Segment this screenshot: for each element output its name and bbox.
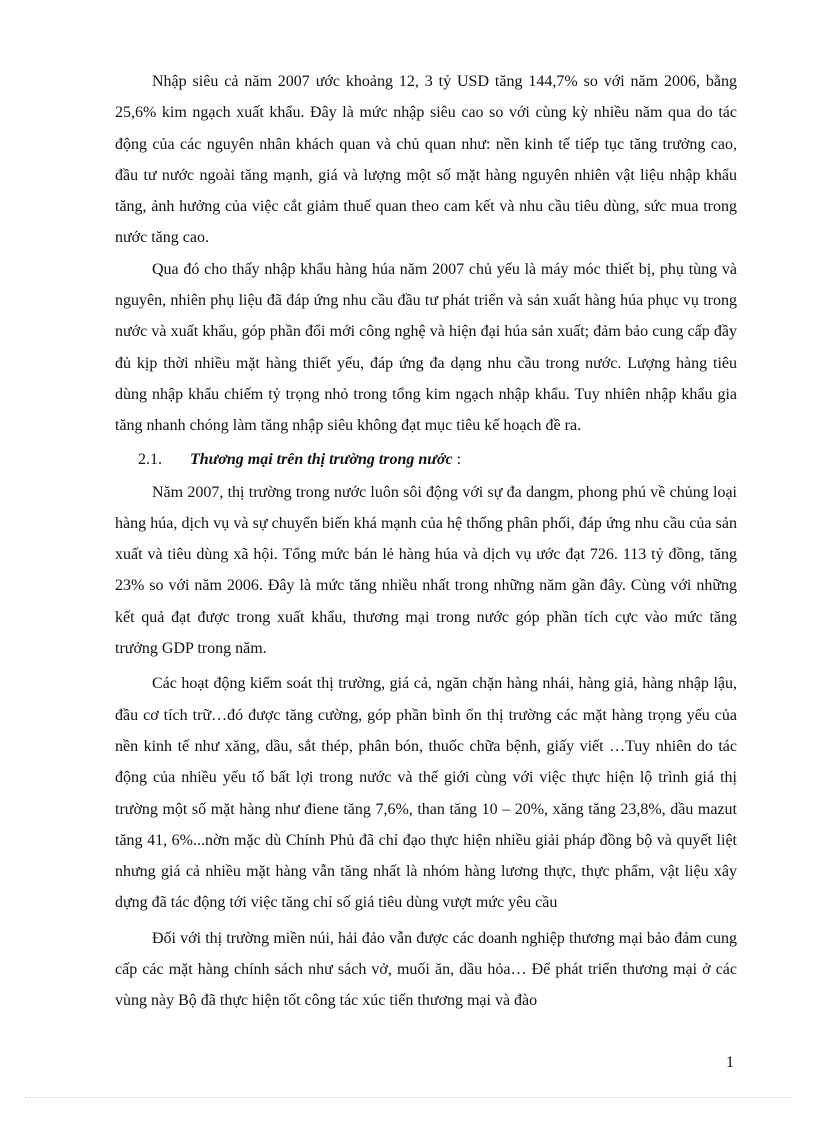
section-title-text: Thương mại trên thị trường trong nước xyxy=(190,450,453,468)
paragraph-market-control: Các hoạt động kiểm soát thị trường, giá cả, ngăn chặn hàng nhái, hàng giả, hàng nhập lậu, đầu cơ tích trữ…đó được tăng cường, góp phần bình ổn thị trường các mặt hàng trọng yếu của nền kinh tế như xăng, dầu, sắt thép, phân bón, thuốc chữa bệnh, giấy viết …Tuy nhiên do tác động của nhiều yếu tố bất lợi trong nước và thế giới cùng với việc thực hiện lộ trình giá thị trường một số mặt hàng như điene tăng 7,6%, than tăng 10 – 20%, xăng tăng 23,8%, dầu mazut tăng 41, 6%...nờn mặc dù Chính Phủ đã chỉ đạo thực hiện nhiều giải pháp đồng bộ và quyết liệt nhưng giá cả nhiều mặt hàng vẫn tăng nhất là nhóm hàng lương thực, thực phẩm, vật liệu xây dựng đã tác động tới việc tăng chỉ số giá tiêu dùng vượt mức yêu cầu xyxy=(115,675,737,912)
page-body xyxy=(115,66,737,1017)
page-bottom-divider xyxy=(25,1097,791,1098)
paragraph-import-surplus: Nhập siêu cả năm 2007 ước khoảng 12, 3 tỷ USD tăng 144,7% so với năm 2006, bằng 25,6% kim ngạch xuất khẩu. Đây là mức nhập siêu cao so với cùng kỳ nhiều năm qua do tác động của các nguyên nhân khách quan và chủ quan như: nền kinh tế tiếp tục tăng trưởng cao, đầu tư nước ngoài tăng mạnh, giá và lượng một số mặt hàng nguyên nhiên vật liệu nhập khẩu tăng, ảnh hưởng của việc cắt giảm thuế quan theo cam kết và nhu cầu tiêu dùng, sức mua trong nước tăng cao. xyxy=(115,73,737,247)
section-number: 2.1. xyxy=(138,450,162,468)
paragraph-domestic-market: Năm 2007, thị trường trong nước luôn sôi động với sự đa dangm, phong phú về chủng loại hàng húa, dịch vụ và sự chuyển biến khá mạnh của hệ thống phân phối, đáp ứng nhu cầu của sản xuất và tiêu dùng xã hội. Tổng mức bán lẻ hàng húa và dịch vụ ước đạt 726. 113 tỷ đồng, tăng 23% so với năm 2006. Đây là mức tăng nhiều nhất trong những năm gần đây. Cùng với những kết quả đạt được trong xuất khẩu, thương mại trong nước góp phần tích cực vào mức tăng trưởng GDP trong năm. xyxy=(115,483,737,658)
section-title-colon: : xyxy=(452,450,462,468)
section-heading xyxy=(115,444,737,475)
paragraph-mountain-islands: Đối với thị trường miền núi, hải đảo vẫn được các doanh nghiệp thương mại bảo đảm cung cấp các mặt hàng chính sách như sách vở, muối ăn, dầu hỏa… Để phát triển thương mại ở các vùng này Bộ đã thực hiện tốt công tác xúc tiến thương mại và đào xyxy=(115,929,737,1010)
page-number: 1 xyxy=(726,1054,734,1071)
section-title xyxy=(190,444,461,475)
paragraph-import-composition: Qua đó cho thấy nhập khẩu hàng húa năm 2007 chủ yếu là máy móc thiết bị, phụ tùng và nguyên, nhiên phụ liệu đã đáp ứng nhu cầu đầu tư phát triển và sản xuất hàng húa phục vụ trong nước và xuất khẩu, góp phần đổi mới công nghệ và hiện đại húa sản xuất; đảm bảo cung cấp đầy đủ kịp thời nhiều mặt hàng thiết yếu, đáp ứng đa dạng nhu cầu trong nước. Lượng hàng tiêu dùng nhập khẩu chiếm tỷ trọng nhỏ trong tổng kim ngạch nhập khẩu. Tuy nhiên nhập khẩu gia tăng nhanh chóng làm tăng nhập siêu không đạt mục tiêu kế hoạch đề ra. xyxy=(115,260,737,435)
